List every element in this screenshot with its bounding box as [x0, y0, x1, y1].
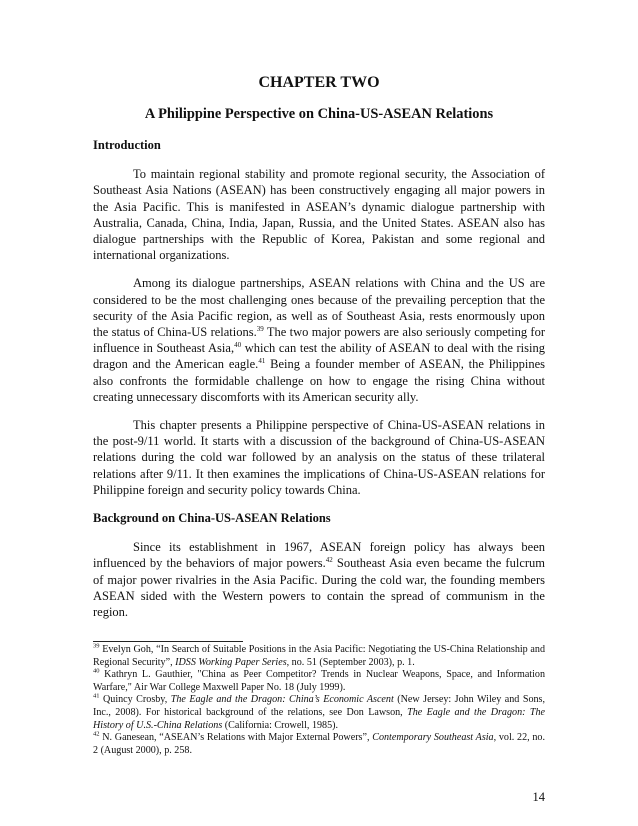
text-run: Quincy Crosby,: [99, 694, 171, 706]
footnote-ref: 39: [256, 324, 264, 333]
section-background: [93, 510, 545, 620]
chapter-label: CHAPTER TWO: [258, 74, 380, 91]
text-run: Kathryn L. Gauthier, "China as Peer Competitor? Trends in Nuclear Weapons, Space, and Information Warfare," Air War College Maxwell Paper No. 18 (July 1999).: [93, 669, 545, 693]
footnote-40: [93, 669, 545, 694]
italic-title: The Eagle and the Dragon: China’s Economic Ascent: [170, 694, 394, 706]
footnotes: [93, 644, 545, 757]
footnote-ref: 40: [93, 667, 100, 675]
footnote-ref: 41: [258, 357, 266, 366]
footnote-39: [93, 644, 545, 669]
section-heading-background: Background on China-US-ASEAN Relations: [93, 511, 331, 526]
footnote-ref: 42: [93, 730, 100, 738]
text-run: This chapter presents a Philippine perspective of China-US-ASEAN relations in the post-9/11 world. It starts with a discussion of the background of China-US-ASEAN relations during the cold war followed by an analysis on the status of these trilateral relations after 9/11. It then examines the implications of China-US-ASEAN relations for Philippine foreign and security policy towards China.: [93, 418, 545, 497]
text-run: Among its dialogue partnerships, ASEAN relations with China and the US are considered to be the most challenging ones because of the prevailing perception that the security of the Asia Pacific region, as well as of Southeast Asia, rests enormously upon the status of China-US relations.: [93, 276, 545, 340]
footnote-42: [93, 732, 545, 757]
text-run: (California: Crowell, 1985).: [222, 719, 339, 731]
italic-title: IDSS Working Paper Series: [175, 656, 287, 668]
footnote-separator: [93, 641, 243, 642]
text-run: Since its establishment in 1967, ASEAN foreign policy has always been influenced by the behaviors of major powers.: [93, 540, 545, 571]
body-paragraph: [93, 166, 545, 263]
footnote-ref: 41: [93, 693, 100, 701]
body-content: [93, 137, 545, 632]
italic-title: Contemporary Southeast Asia: [372, 732, 494, 744]
footnote-ref: 39: [93, 642, 100, 650]
section-heading-introduction: Introduction: [93, 138, 161, 152]
text-run: which can test the ability of ASEAN to deal with the rising dragon and the American eagle.: [93, 341, 545, 372]
footnote-ref: 42: [325, 556, 333, 565]
body-paragraph: [93, 539, 545, 620]
body-paragraph: [93, 417, 545, 498]
text-run: N. Ganesean, “ASEAN’s Relations with Major External Powers”,: [99, 732, 373, 744]
chapter-title: A Philippine Perspective on China-US-ASEAN Relations: [144, 106, 494, 122]
text-run: To maintain regional stability and promote regional security, the Association of Southeast Asia Nations (ASEAN) has been constructively engaging all major powers in the Asia Pacific. This is manifested in ASEAN’s dynamic dialogue partnership with Australia, Canada, China, India, Japan, Russia, and the United States. ASEAN also has dialogue partnerships with the Republic of Korea, Pakistan and some regional and international organizations.: [93, 167, 545, 263]
italic-title: The Eagle and the Dragon: The History of U.S.-China Relations: [93, 706, 545, 731]
text-run: Being a founder member of ASEAN, the Philippines also confronts the formidable challenge on how to engage the rising China without creating unnecessary discomforts with its American security ally.: [93, 357, 545, 404]
text-run: The two major powers are also seriously competing for influence in Southeast Asia,: [93, 325, 545, 356]
text-run: , vol. 22, no. 2 (August 2000), p. 258.: [93, 732, 546, 756]
text-run: , no. 51 (September 2003), p. 1.: [286, 656, 415, 668]
body-paragraph: [93, 275, 545, 405]
footnote-41: [93, 694, 545, 732]
page-number: 14: [532, 790, 545, 804]
text-run: Southeast Asia even became the fulcrum of major power rivalries in the Asia Pacific. During the cold war, the founding members ASEAN sided with the Western powers to contain the spread of communism in the region.: [93, 556, 546, 620]
footnote-ref: 40: [234, 341, 242, 350]
text-run: (New Jersey: John Wiley and Sons, Inc., 2008). For historical background of the relations, see Don Lawson,: [93, 694, 545, 718]
section-introduction: [93, 137, 545, 498]
text-run: Evelyn Goh, “In Search of Suitable Positions in the Asia Pacific: Negotiating the US-China Relationship and Regional Security”,: [93, 644, 545, 668]
